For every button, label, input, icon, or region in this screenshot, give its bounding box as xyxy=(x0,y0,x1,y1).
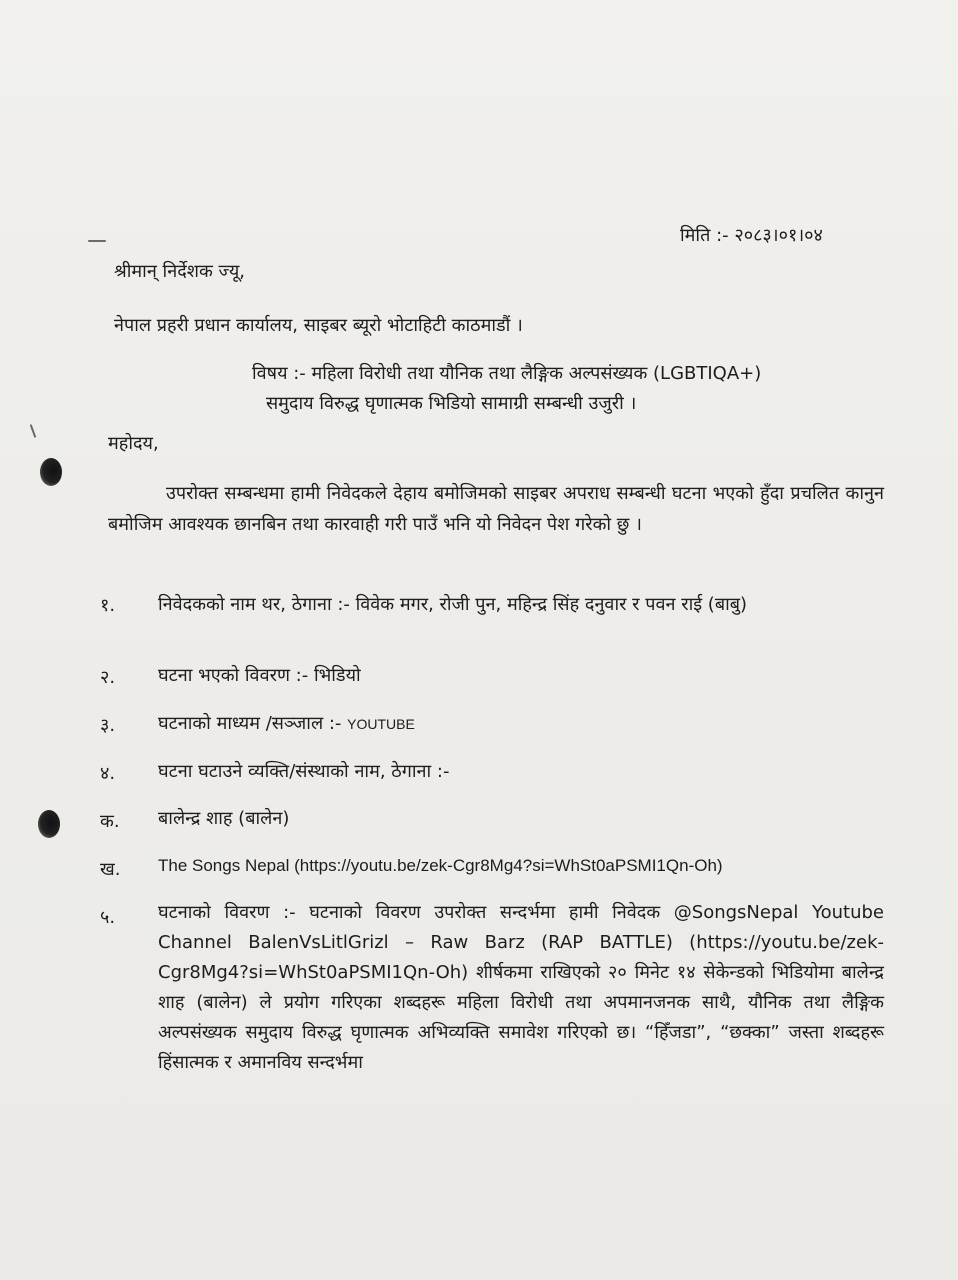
recipient-office: नेपाल प्रहरी प्रधान कार्यालय, साइबर ब्यूरो भोटाहिटी काठमाडौं । xyxy=(114,315,523,336)
item-incident-type: घटना भएको विवरण :- भिडियो xyxy=(158,665,361,686)
item-perpetrator-heading: घटना घटाउने व्यक्ति/संस्थाको नाम, ठेगाना :- xyxy=(158,761,450,782)
item-number: ५. xyxy=(100,907,116,928)
item-number: क. xyxy=(100,811,120,832)
item-number: २. xyxy=(100,667,116,688)
item-medium-label: घटनाको माध्यम /सञ्जाल :- xyxy=(158,713,348,734)
item-number: १. xyxy=(100,595,116,616)
intro-paragraph: उपरोक्त सम्बन्धमा हामी निवेदकले देहाय बमोजिमको साइबर अपराध सम्बन्धी घटना भएको हुँदा प्रचलित कानुन बमोजिम आवश्यक छानबिन तथा कारवाही गरी पाउँ भनि यो निवेदन पेश गरेको छु । xyxy=(108,483,884,535)
stray-mark xyxy=(88,240,106,242)
item-incident-details: घटनाको विवरण :- घटनाको विवरण उपरोक्त सन्दर्भमा हामी निवेदक @SongsNepal Youtube Channel BalenVsLitlGrizl – Raw Barz (RAP BATTLE) (https://youtu.be/zek-Cgr8Mg4?si=WhSt0aPSMI1Qn-Oh) शीर्षकमा राखिएको २० मिनेट १४ सेकेन्डको भिडियोमा बालेन्द्र शाह (बालेन) ले प्रयोग गरिएका शब्दहरू महिला विरोधी तथा अपमानजनक साथै, यौनिक तथा लैङ्गिक अल्पसंख्यक समुदाय विरुद्ध घृणात्मक अभिव्यक्ति समावेश गरिएको छ। “हिँजडा”, “छक्का” जस्ता शब्दहरू हिंसात्मक र अमानविय सन्दर्भमा xyxy=(158,902,884,1073)
item-number: ख. xyxy=(100,859,121,880)
item-perpetrator-2: The Songs Nepal (https://youtu.be/zek-Cgr8Mg4?si=WhSt0aPSMI1Qn-Oh) xyxy=(158,856,723,875)
item-perpetrator-1: बालेन्द्र शाह (बालेन) xyxy=(158,808,290,829)
recipient-salutation: श्रीमान् निर्देशक ज्यू, xyxy=(114,261,245,282)
item-medium-value: YOUTUBE xyxy=(347,716,415,732)
item-number: ४. xyxy=(100,763,116,784)
stray-mark xyxy=(30,424,37,438)
item-applicants: निवेदकको नाम थर, ठेगाना :- विवेक मगर, रोजी पुन, महिन्द्र सिंह दनुवार र पवन राई (बाबु) xyxy=(158,594,748,615)
letter-date: मिति :- २०८३।०१।०४ xyxy=(680,225,823,246)
item-medium xyxy=(158,709,884,739)
subject-line-1: विषय :- महिला विरोधी तथा यौनिक तथा लैङ्गिक अल्पसंख्यक (LGBTIQA+) xyxy=(252,363,762,384)
punch-hole-icon xyxy=(40,458,62,486)
item-number: ३. xyxy=(100,715,116,736)
subject-line-2: समुदाय विरुद्ध घृणात्मक भिडियो सामाग्री सम्बन्धी उजुरी । xyxy=(266,393,637,414)
punch-hole-icon xyxy=(38,810,60,838)
greeting: महोदय, xyxy=(108,433,159,454)
